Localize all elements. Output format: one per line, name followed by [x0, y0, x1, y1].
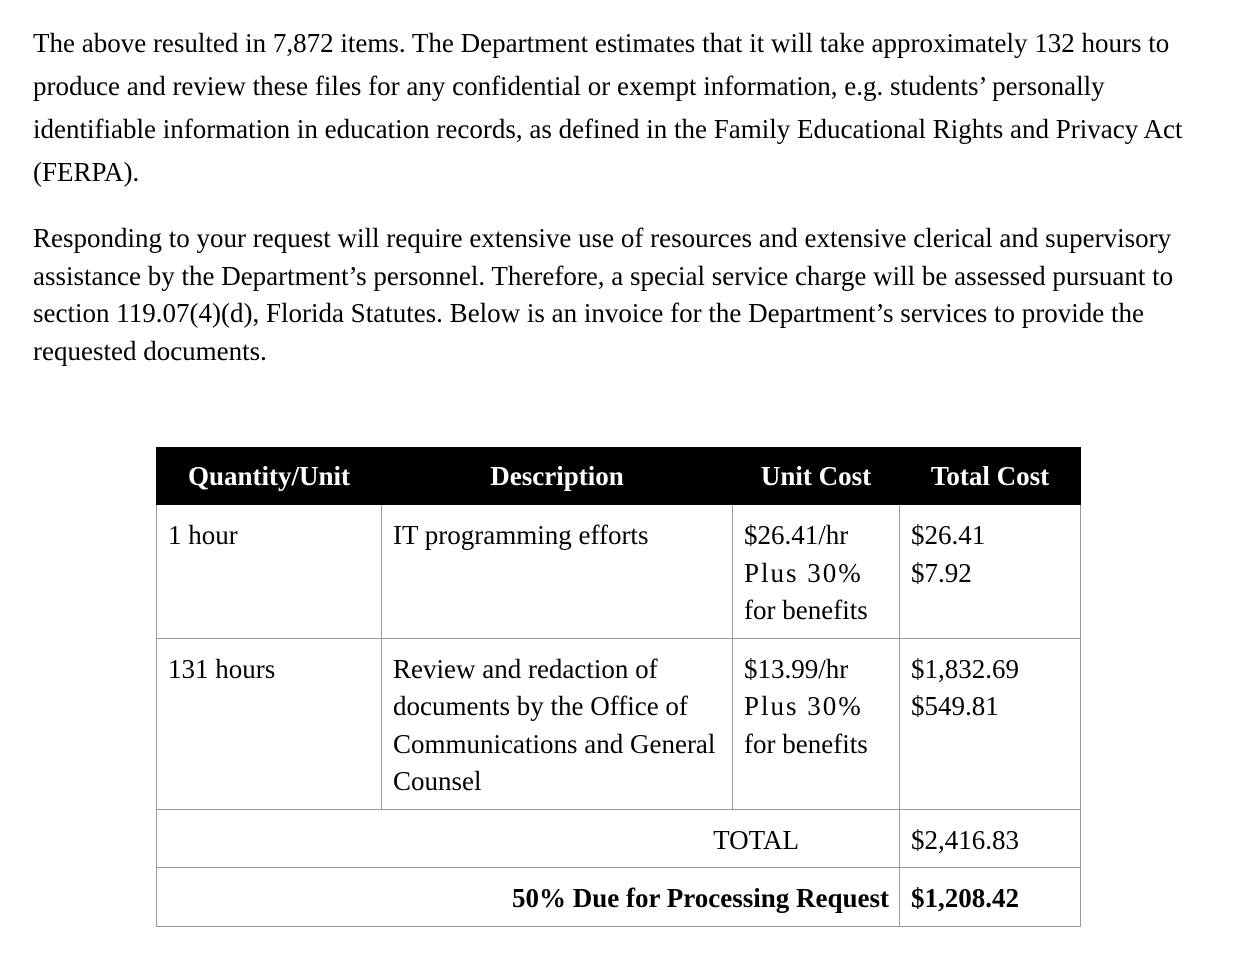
unit-rate: $26.41/hr — [744, 520, 849, 550]
total-row — [157, 809, 1081, 868]
due-row — [157, 868, 1081, 927]
description-cell: IT programming efforts — [382, 505, 733, 639]
benefits-total: $7.92 — [911, 557, 972, 588]
paragraph-items-estimate: The above resulted in 7,872 items. The Department estimates that it will take approximately 132 hours to produce and review these files for any confidential or exempt information, e.g. students’ personally identifiable information in education records, as defined in the Family Educational Rights and Privacy Act (FERPA). — [33, 28, 1183, 187]
unit-cost-cell — [733, 638, 900, 809]
description-cell: Review and redaction of documents by the Office of Communications and General Counsel — [382, 638, 733, 809]
benefits-label: for benefits — [744, 595, 868, 625]
table-row — [157, 505, 1081, 639]
total-cost-cell — [900, 638, 1081, 809]
unit-cost-cell — [733, 505, 900, 639]
due-value: $1,208.42 — [900, 868, 1081, 927]
unit-rate: $13.99/hr — [744, 653, 849, 684]
paragraph-service-charge: Responding to your request will require extensive use of resources and extensive clerical and supervisory assistance by the Department’s personnel. Therefore, a special service charge will be assessed pursuant to section 119.07(4)(d), Florida Statutes. Below is an invoice for the Department’s services to provide the requested documents. — [33, 223, 1174, 366]
benefits-percent: Plus 30% — [744, 691, 863, 721]
total-cost-cell — [900, 505, 1081, 639]
header-description: Description — [382, 448, 733, 505]
invoice-table — [156, 447, 1081, 927]
quantity-cell: 131 hours — [157, 638, 382, 809]
total-value: $2,416.83 — [900, 809, 1081, 868]
table-row — [157, 638, 1081, 809]
benefits-label: for benefits — [744, 728, 868, 759]
benefits-total: $549.81 — [911, 691, 999, 721]
header-quantity: Quantity/Unit — [157, 448, 382, 505]
header-unit-cost: Unit Cost — [733, 448, 900, 505]
invoice-header-row — [157, 448, 1081, 505]
header-total-cost: Total Cost — [900, 448, 1081, 505]
due-label: 50% Due for Processing Request — [157, 868, 900, 927]
row-total: $26.41 — [911, 520, 986, 550]
quantity-cell: 1 hour — [157, 505, 382, 639]
benefits-percent: Plus 30% — [744, 557, 863, 588]
row-total: $1,832.69 — [911, 653, 1019, 684]
total-label: TOTAL — [157, 809, 900, 868]
